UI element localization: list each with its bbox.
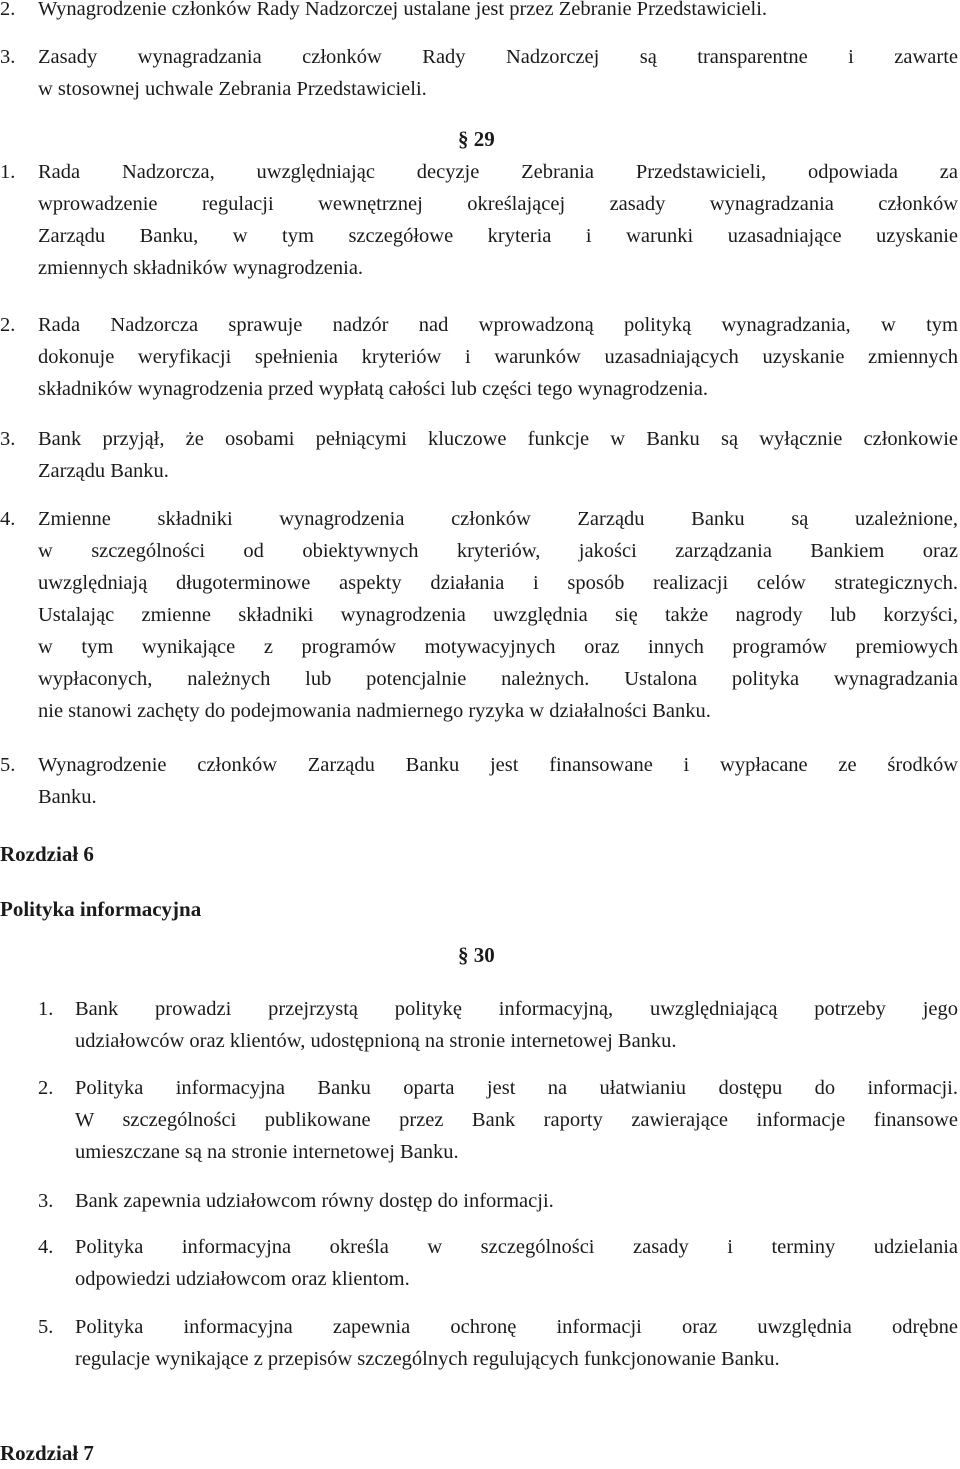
- item-line: dokonuje weryfikacji spełnienia kryteriów i warunków uzasadniających uzyskanie zmiennych: [38, 346, 958, 368]
- item-line: Rada Nadzorcza, uwzględniając decyzje Zebrania Przedstawicieli, odpowiada za: [38, 161, 958, 183]
- section-30-title: § 30: [458, 943, 495, 967]
- item-number: 4.: [0, 508, 16, 530]
- item-number: 5.: [0, 754, 16, 776]
- item-line: w szczególności od obiektywnych kryteriów, jakości zarządzania Bankiem oraz: [38, 540, 958, 562]
- s29-item-2: [0, 309, 958, 341]
- top-item-3: [0, 41, 958, 73]
- s29-item-4: [0, 503, 958, 535]
- item-line: Polityka informacyjna określa w szczególności zasady i terminy udzielania: [75, 1236, 958, 1258]
- item-line: nie stanowi zachęty do podejmowania nadmiernego ryzyka w działalności Banku.: [38, 700, 711, 722]
- chapter-6-label: Rozdział 6: [0, 842, 94, 866]
- s29-item-5: [0, 749, 958, 781]
- chapter-6-title: Polityka informacyjna: [0, 897, 202, 921]
- chapter-7-label: Rozdział 7: [0, 1441, 94, 1465]
- item-line: Polityka informacyjna Banku oparta jest na ułatwianiu dostępu do informacji.: [75, 1077, 958, 1099]
- s30-item-3: [0, 1185, 958, 1217]
- item-number: 2.: [38, 1077, 54, 1099]
- item-line: Bank przyjął, że osobami pełniącymi kluczowe funkcje w Banku są wyłącznie członkowie: [38, 428, 958, 450]
- item-number: 1.: [38, 998, 54, 1020]
- item-line: Rada Nadzorcza sprawuje nadzór nad wprowadzoną polityką wynagradzania, w tym: [38, 314, 958, 336]
- s29-item-1-cont: [0, 188, 958, 284]
- item-number: 1.: [0, 161, 16, 183]
- s29-item-5-cont: [0, 781, 958, 813]
- item-line: Zmienne składniki wynagrodzenia członków Zarządu Banku są uzależnione,: [38, 508, 958, 530]
- item-number: 3.: [0, 46, 16, 68]
- s29-item-3-cont: [0, 455, 958, 487]
- item-line: Bank zapewnia udziałowcom równy dostęp do informacji.: [75, 1190, 554, 1212]
- item-number: 3.: [38, 1190, 54, 1212]
- section-29-title: § 29: [458, 127, 495, 151]
- item-line: odpowiedzi udziałowcom oraz klientom.: [75, 1268, 410, 1290]
- item-line: wprowadzenie regulacji wewnętrznej określającej zasady wynagradzania członków: [38, 193, 958, 215]
- item-line: wypłaconych, należnych lub potencjalnie należnych. Ustalona polityka wynagradzania: [38, 668, 958, 690]
- item-line: Polityka informacyjna zapewnia ochronę informacji oraz uwzględnia odrębne: [75, 1316, 958, 1338]
- item-number: 4.: [38, 1236, 54, 1258]
- item-line: regulacje wynikające z przepisów szczególnych regulujących funkcjonowanie Banku.: [75, 1348, 780, 1370]
- s30-item-2: [0, 1072, 958, 1168]
- s29-item-2-cont: [0, 341, 958, 405]
- top-item-2: [0, 0, 958, 25]
- item-line: Wynagrodzenie członków Rady Nadzorczej ustalane jest przez Zebranie Przedstawicieli.: [38, 0, 768, 20]
- top-item-3-cont: [0, 73, 958, 105]
- item-line: Wynagrodzenie członków Zarządu Banku jest finansowane i wypłacane ze środków: [38, 754, 958, 776]
- item-line: Ustalając zmienne składniki wynagrodzenia uwzględnia się także nagrody lub korzyści,: [38, 604, 958, 626]
- item-number: 5.: [38, 1316, 54, 1338]
- item-line: Zarządu Banku, w tym szczegółowe kryteria i warunki uzasadniające uzyskanie: [38, 225, 958, 247]
- item-line: w stosownej uchwale Zebrania Przedstawicieli.: [38, 78, 427, 100]
- item-number: 2.: [0, 314, 16, 336]
- s29-item-1: [0, 156, 958, 188]
- item-line: zmiennych składników wynagrodzenia.: [38, 257, 364, 279]
- item-line: W szczególności publikowane przez Bank raporty zawierające informacje finansowe: [75, 1109, 958, 1131]
- item-line: Zasady wynagradzania członków Rady Nadzorczej są transparentne i zawarte: [38, 46, 958, 68]
- s30-item-4: [0, 1231, 958, 1295]
- item-line: udziałowców oraz klientów, udostępnioną na stronie internetowej Banku.: [75, 1030, 677, 1052]
- item-number: 3.: [0, 428, 16, 450]
- s29-item-3: [0, 423, 958, 455]
- item-line: składników wynagrodzenia przed wypłatą całości lub części tego wynagrodzenia.: [38, 378, 708, 400]
- item-line: w tym wynikające z programów motywacyjnych oraz innych programów premiowych: [38, 636, 958, 658]
- s29-item-4-cont: [0, 535, 958, 727]
- item-line: uwzględniają długoterminowe aspekty działania i sposób realizacji celów strategicznych.: [38, 572, 958, 594]
- s30-item-1: [0, 993, 958, 1057]
- item-line: Banku.: [38, 786, 97, 808]
- item-line: umieszczane są na stronie internetowej Banku.: [75, 1141, 459, 1163]
- s30-item-5: [0, 1311, 958, 1375]
- item-number: 2.: [0, 0, 16, 20]
- item-line: Zarządu Banku.: [38, 460, 169, 482]
- item-line: Bank prowadzi przejrzystą politykę informacyjną, uwzględniającą potrzeby jego: [75, 998, 958, 1020]
